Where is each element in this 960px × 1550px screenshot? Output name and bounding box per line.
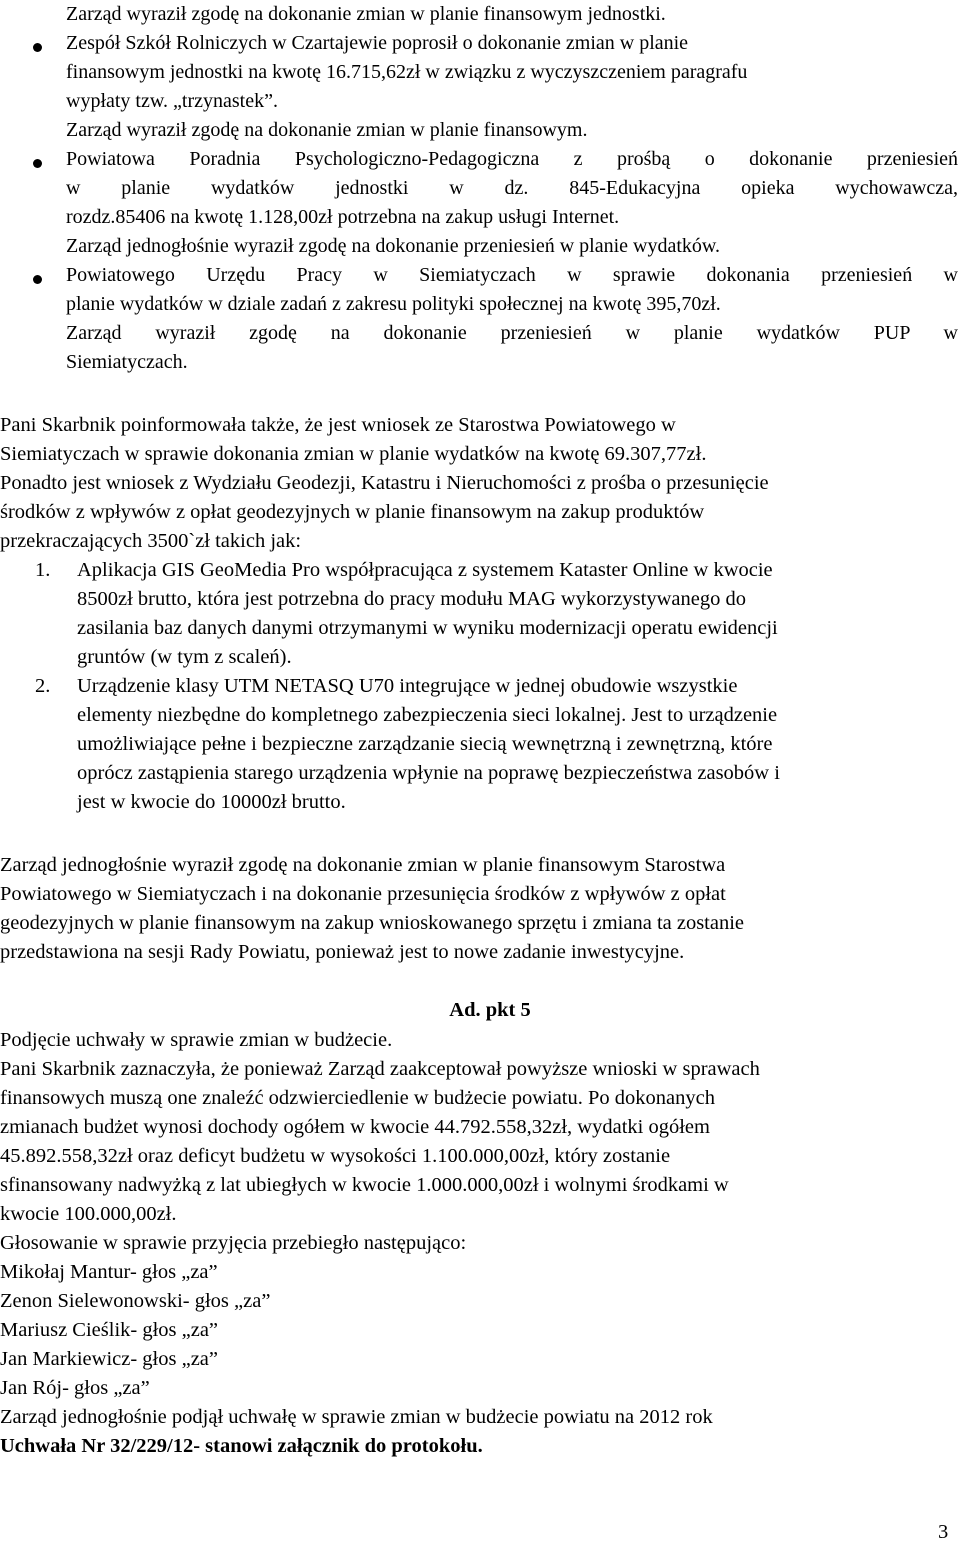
bullet-icon	[33, 275, 42, 284]
paragraph-line: Siemiatyczach w sprawie dokonania zmian w planie wydatków na kwotę 69.307,77zł.	[0, 443, 707, 465]
paragraph-line: Zarząd jednogłośnie wyraził zgodę na dokonanie zmian w planie finansowym Starostwa	[0, 854, 726, 876]
section-heading: Ad. pkt 5	[449, 999, 531, 1021]
vote-line: Mariusz Cieślik- głos „za”	[0, 1319, 219, 1341]
list-item-line: 8500zł brutto, która jest potrzebna do pracy modułu MAG wykorzystywanego do	[77, 588, 746, 610]
section-line: Głosowanie w sprawie przyjęcia przebiegło następująco:	[0, 1232, 467, 1254]
paragraph-line: przekraczających 3500`zł takich jak:	[0, 530, 302, 552]
list-item-line: jest w kwocie do 10000zł brutto.	[77, 791, 346, 813]
paragraph-line: przedstawiona na sesji Rady Powiatu, ponieważ jest to nowe zadanie inwestycyjne.	[0, 941, 685, 963]
paragraph-line: Powiatowego w Siemiatyczach i na dokonanie przesunięcia środków z wpływów z opłat	[0, 883, 726, 905]
list-item-line: zasilania baz danych danymi otrzymanymi w wyniku modernizacji operatu ewidencji	[77, 617, 778, 639]
section-line: Zarząd jednogłośnie podjął uchwałę w sprawie zmian w budżecie powiatu na 2012 rok	[0, 1406, 713, 1428]
item2-decision: Zarząd jednogłośnie wyraził zgodę na dokonanie przeniesień w planie wydatków.	[66, 235, 721, 257]
item3-line: planie wydatków w dziale zadań z zakresu polityki społecznej na kwotę 395,70zł.	[66, 293, 721, 315]
list-item-line: gruntów (w tym z scaleń).	[77, 646, 292, 668]
item2-line: Powiatowa Poradnia Psychologiczno-Pedagogiczna z prośbą o dokonanie przeniesień	[66, 148, 958, 170]
item1-line: finansowym jednostki na kwotę 16.715,62zł w związku z wyczyszczeniem paragrafu	[66, 61, 748, 83]
vote-line: Jan Markiewicz- głos „za”	[0, 1348, 218, 1370]
item1-line: Zespół Szkół Rolniczych w Czartajewie poprosił o dokonanie zmian w planie	[66, 32, 689, 54]
decision-line: Zarząd wyraził zgodę na dokonanie zmian w planie finansowym jednostki.	[66, 3, 666, 25]
section-line: Podjęcie uchwały w sprawie zmian w budżecie.	[0, 1029, 393, 1051]
vote-line: Jan Rój- głos „za”	[0, 1377, 150, 1399]
page-number: 3	[938, 1521, 949, 1543]
item3-line: Zarząd wyraził zgodę na dokonanie przeniesień w planie wydatków PUP w	[66, 322, 958, 344]
item2-line: rozdz.85406 na kwotę 1.128,00zł potrzebna na zakup usługi Internet.	[66, 206, 620, 228]
section-line: finansowych muszą one znaleźć odzwierciedlenie w budżecie powiatu. Po dokonanych	[0, 1087, 715, 1109]
item1-line: wypłaty tzw. „trzynastek”.	[66, 90, 278, 112]
vote-line: Mikołaj Mantur- głos „za”	[0, 1261, 218, 1283]
section-line: 45.892.558,32zł oraz deficyt budżetu w wysokości 1.100.000,00zł, który zostanie	[0, 1145, 671, 1167]
paragraph-line: geodezyjnych w planie finansowym na zakup wnioskowanego sprzętu i zmiana ta zostanie	[0, 912, 745, 934]
bullet-icon	[33, 43, 42, 52]
list-item-line: umożliwiające pełne i bezpieczne zarządzanie siecią wewnętrzną i zewnętrzną, które	[77, 733, 773, 755]
item2-line: w planie wydatków jednostki w dz. 845-Edukacyjna opieka wychowawcza,	[66, 177, 958, 199]
section-line: kwocie 100.000,00zł.	[0, 1203, 177, 1225]
paragraph-line: Pani Skarbnik poinformowała także, że jest wniosek ze Starostwa Powiatowego w	[0, 414, 676, 436]
item1-decision: Zarząd wyraził zgodę na dokonanie zmian w planie finansowym.	[66, 119, 588, 141]
item3-line: Siemiatyczach.	[66, 351, 188, 373]
section-line: Pani Skarbnik zaznaczyła, że ponieważ Zarząd zaakceptował powyższe wnioski w sprawach	[0, 1058, 760, 1080]
paragraph-line: środków z wpływów z opłat geodezyjnych w planie finansowym na zakup produktów	[0, 501, 705, 523]
resolution-line: Uchwała Nr 32/229/12- stanowi załącznik do protokołu.	[0, 1435, 483, 1457]
list-item-line: Urządzenie klasy UTM NETASQ U70 integrujące w jednej obudowie wszystkie	[77, 675, 738, 697]
vote-line: Zenon Sielewonowski- głos „za”	[0, 1290, 271, 1312]
list-number: 2.	[35, 675, 51, 697]
list-item-line: oprócz zastąpienia starego urządzenia wpłynie na poprawę bezpieczeństwa zasobów i	[77, 762, 780, 784]
item3-line: Powiatowego Urzędu Pracy w Siemiatyczach w sprawie dokonania przeniesień w	[66, 264, 958, 286]
list-number: 1.	[35, 559, 51, 581]
list-item-line: Aplikacja GIS GeoMedia Pro współpracująca z systemem Kataster Online w kwocie	[77, 559, 773, 581]
section-line: sfinansowany nadwyżką z lat ubiegłych w kwocie 1.000.000,00zł i wolnymi środkami w	[0, 1174, 729, 1196]
bullet-icon	[33, 159, 42, 168]
section-line: zmianach budżet wynosi dochody ogółem w kwocie 44.792.558,32zł, wydatki ogółem	[0, 1116, 710, 1138]
list-item-line: elementy niezbędne do kompletnego zabezpieczenia sieci lokalnej. Jest to urządzenie	[77, 704, 778, 726]
paragraph-line: Ponadto jest wniosek z Wydziału Geodezji, Katastru i Nieruchomości z prośba o przesunięcie	[0, 472, 769, 494]
